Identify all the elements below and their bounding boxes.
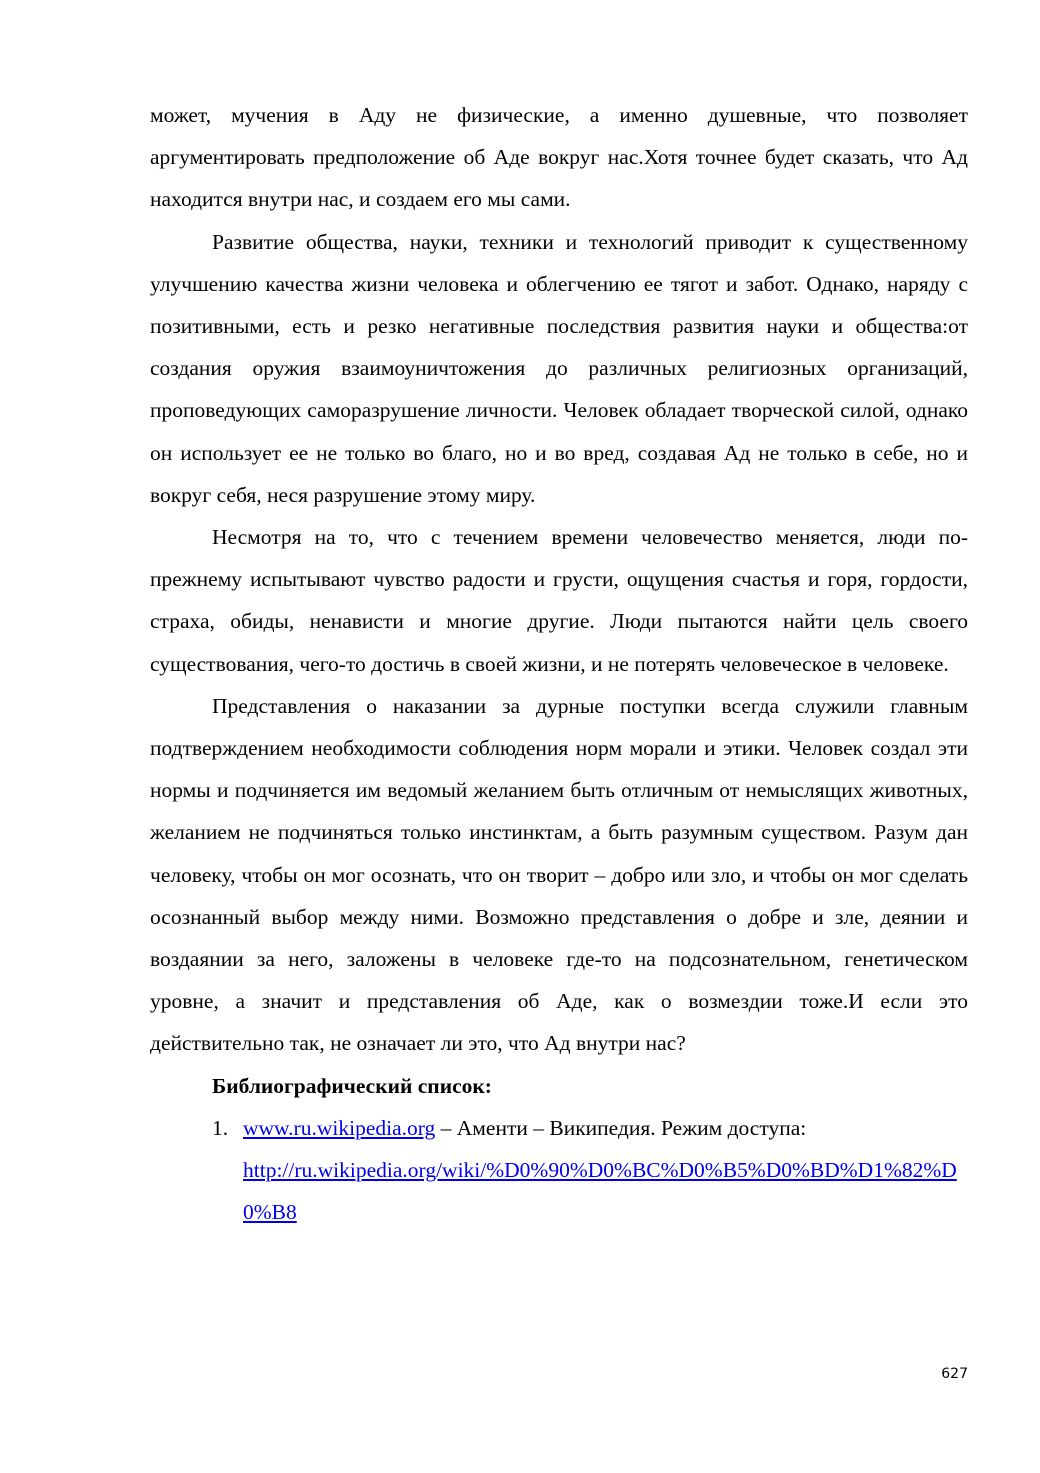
bibliography-site-link[interactable]: www.ru.wikipedia.org: [243, 1115, 436, 1140]
paragraph-3: Несмотря на то, что с течением времени человечество меняется, люди по-прежнему испытывают чувство радости и грусти, ощущения счастья и горя, гордости, страха, обиды, ненависти и многие другие. Люди пытаются найти цель своего существования, чего-то достичь в своей жизни, и не потерять человеческое в человеке.: [150, 525, 968, 676]
bibliography-list: [150, 1107, 968, 1234]
bibliography-title: Библиографический список:: [212, 1073, 492, 1098]
paragraph-2: Развитие общества, науки, техники и технологий приводит к существенному улучшению качества жизни человека и облегчению ее тягот и забот. Однако, наряду с позитивными, есть и резко негативные последствия развития науки и общества:от создания оружия взаимоуничтожения до различных религиозных организаций, проповедующих саморазрушение личности. Человек обладает творческой силой, однако он использует ее не только во благо, но и во вред, создавая Ад не только в себе, но и вокруг себя, неся разрушение этому миру.: [150, 229, 968, 507]
page-number: 627: [941, 1366, 968, 1382]
paragraph-1: может, мучения в Аду не физические, а именно душевные, что позволяет аргументировать предположение об Аде вокруг нас.Хотя точнее будет сказать, что Ад находится внутри нас, и создаем его мы сами.: [150, 103, 968, 212]
bibliography-item: [212, 1107, 968, 1234]
paragraph-4: Представления о наказании за дурные поступки всегда служили главным подтверждением необходимости соблюдения норм морали и этики. Человек создал эти нормы и подчиняется им ведомый желанием быть отличным от немыслящих животных, желанием не подчиняться только инстинктам, а быть разумным существом. Разум дан человеку, чтобы он мог осознать, что он творит – добро или зло, и чтобы он мог сделать осознанный выбор между ними. Возможно представления о добре и зле, деянии и воздаянии за него, заложены в человеке где-то на подсознательном, генетическом уровне, а значит и представления об Аде, как о возмездии тоже.И если это действительно так, не означает ли это, что Ад внутри нас?: [150, 693, 968, 1056]
document-page: [150, 94, 968, 1233]
bibliography-item-description: – Аменти – Википедия. Режим доступа:: [435, 1115, 807, 1140]
bibliography-item-number: 1.: [212, 1115, 229, 1140]
bibliography-url-link[interactable]: http://ru.wikipedia.org/wiki/%D0%90%D0%BC%D0%B5%D0%BD%D1%82%D0%B8: [243, 1158, 957, 1225]
